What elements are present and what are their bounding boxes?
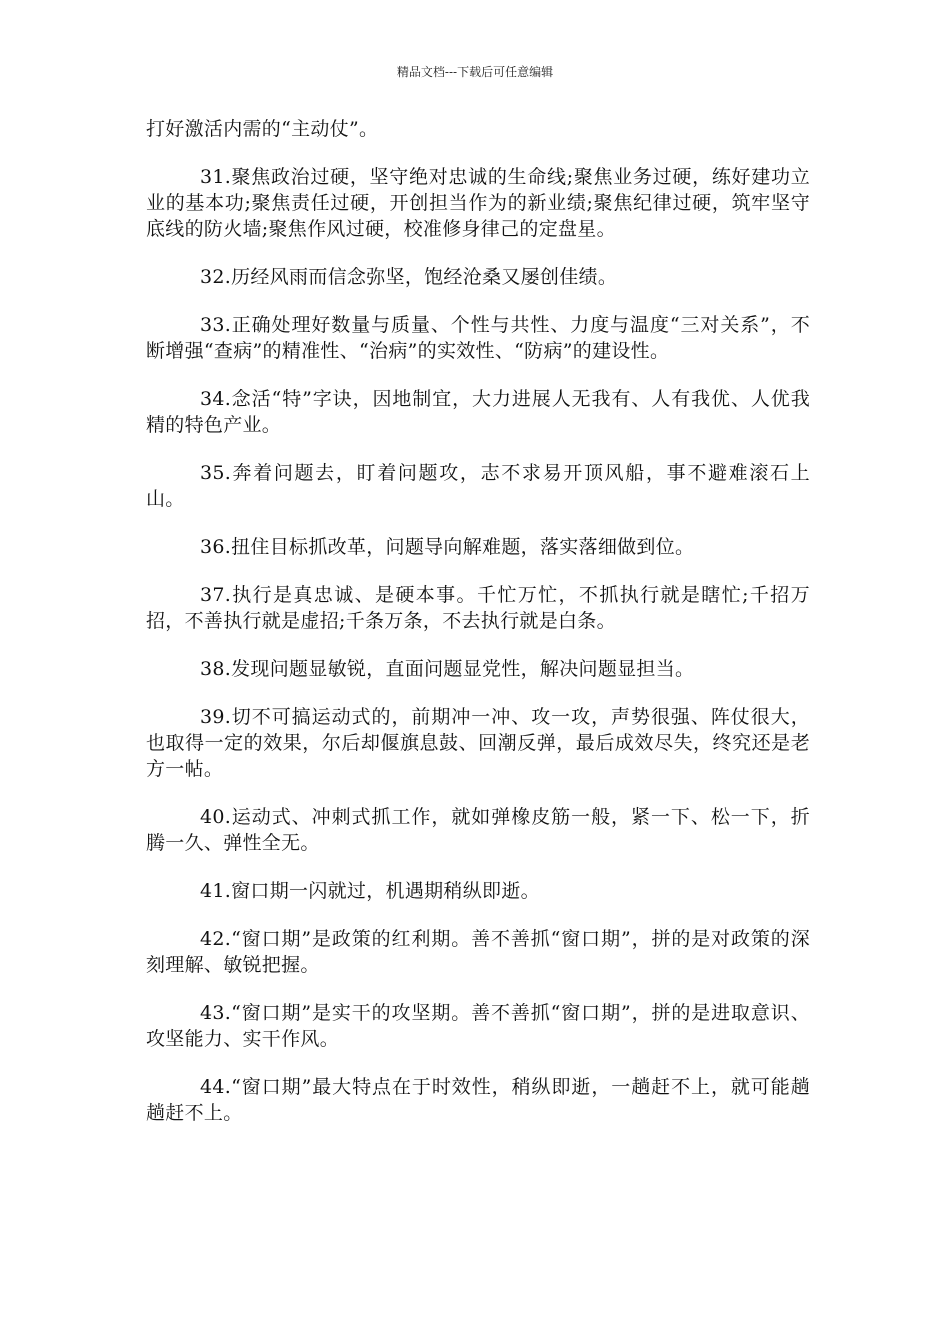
paragraph-35: 35.奔着问题去，盯着问题攻，志不求易开顶风船，事不避难滚石上山。 — [146, 462, 810, 510]
paragraph-41: 41.窗口期一闪就过，机遇期稍纵即逝。 — [200, 880, 540, 902]
paragraph-42: 42.“窗口期”是政策的红利期。善不善抓“窗口期”，拼的是对政策的深刻理解、敏锐把握。 — [146, 928, 810, 976]
paragraph-33: 33.正确处理好数量与质量、个性与共性、力度与温度“三对关系”，不断增强“查病”的精准性、“治病”的实效性、“防病”的建设性。 — [146, 314, 810, 362]
paragraph-36: 36.扭住目标抓改革，问题导向解难题，落实落细做到位。 — [200, 536, 695, 558]
paragraph-39: 39.切不可搞运动式的，前期冲一冲、攻一攻，声势很强、阵仗很大，也取得一定的效果，尔后却偃旗息鼓、回潮反弹，最后成效尽失，终究还是老方一帖。 — [146, 706, 810, 780]
paragraph-34: 34.念活“特”字诀，因地制宜，大力进展人无我有、人有我优、人优我精的特色产业。 — [146, 388, 810, 436]
paragraph-43: 43.“窗口期”是实干的攻坚期。善不善抓“窗口期”，拼的是进取意识、攻坚能力、实干作风。 — [146, 1002, 810, 1050]
paragraph-40: 40.运动式、冲刺式抓工作，就如弹橡皮筋一般，紧一下、松一下，折腾一久、弹性全无。 — [146, 806, 810, 854]
paragraph-32: 32.历经风雨而信念弥坚，饱经沧桑又屡创佳绩。 — [200, 266, 618, 288]
document-body — [146, 116, 810, 1148]
paragraph-31: 31.聚焦政治过硬，坚守绝对忠诚的生命线;聚焦业务过硬，练好建功立业的基本功;聚焦责任过硬，开创担当作为的新业绩;聚焦纪律过硬，筑牢坚守底线的防火墙;聚焦作风过硬，校准修身律己的定盘星。 — [146, 166, 810, 240]
paragraph-38: 38.发现问题显敏锐，直面问题显党性，解决问题显担当。 — [200, 658, 695, 680]
paragraph-44: 44.“窗口期”最大特点在于时效性，稍纵即逝，一趟赶不上，就可能趟趟赶不上。 — [146, 1076, 810, 1124]
paragraph-37: 37.执行是真忠诚、是硬本事。千忙万忙，不抓执行就是瞎忙;千招万招，不善执行就是虚招;千条万条，不去执行就是白条。 — [146, 584, 810, 632]
page-header: 精品文档---下载后可任意编辑 — [396, 65, 554, 79]
continued-paragraph: 打好激活内需的“主动仗”。 — [146, 118, 379, 140]
